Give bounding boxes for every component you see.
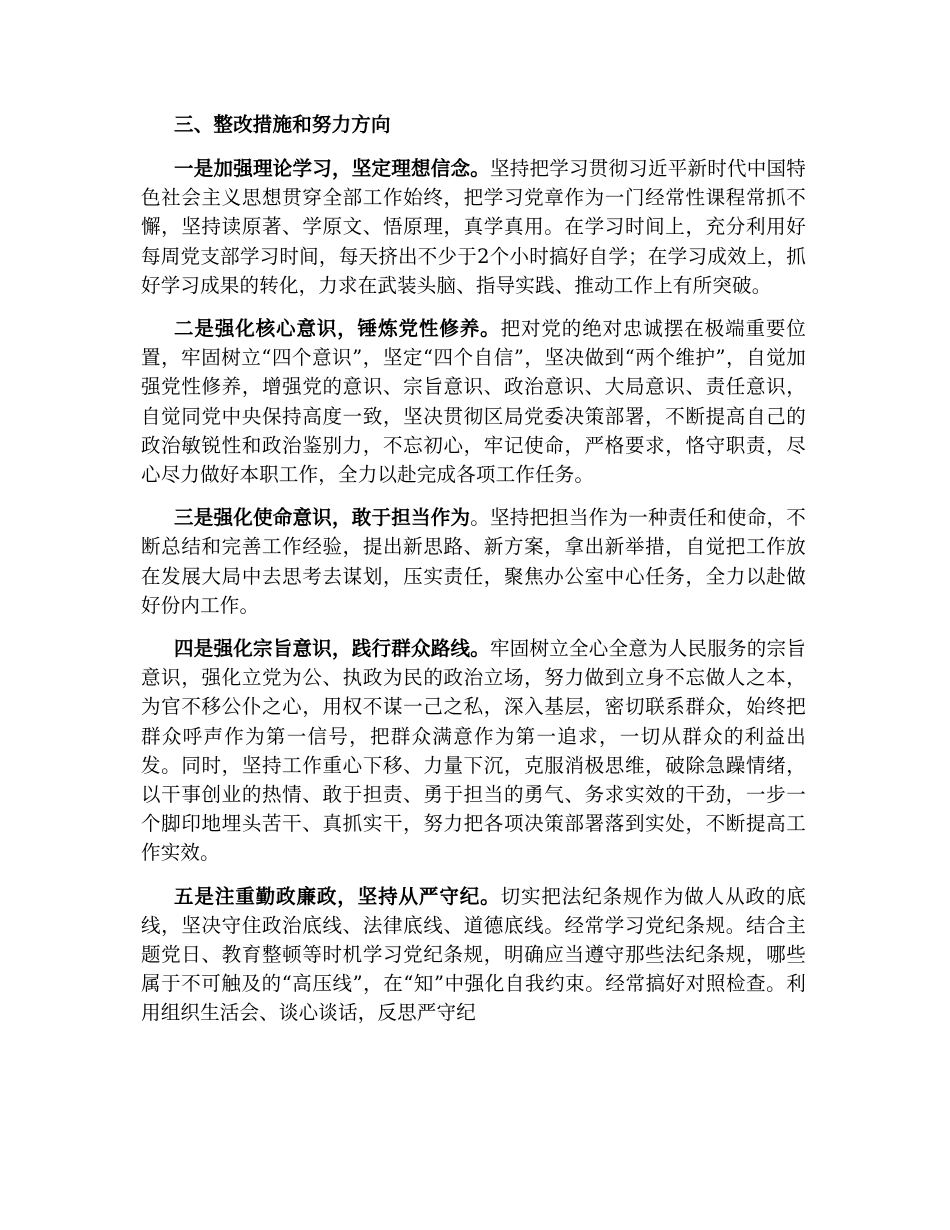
paragraph-purpose-awareness <box>141 634 806 868</box>
paragraph-lead: 五是注重勤政廉政，坚持从严守纪。 <box>174 884 501 908</box>
paragraph-lead: 三是强化使命意识，敢于担当作为 <box>174 506 471 530</box>
paragraph-body: 。坚持把担当作为一种责任和使命，不断总结和完善工作经验，提出新思路、新方案，拿出新举措，自觉把工作放在发展大局中去思考去谋划，压实责任，聚焦办公室中心任务，全力以赴做好份内工作。 <box>141 506 806 617</box>
section-heading: 三、整改措施和努力方向 <box>174 113 391 136</box>
paragraph-core-awareness <box>141 314 806 489</box>
paragraph-diligence-integrity <box>141 882 806 1028</box>
paragraph-body: 切实把法纪条规作为做人从政的底线，坚决守住政治底线、法律底线、道德底线。经常学习党纪条规。结合主题党日、教育整顿等时机学习党纪条规，明确应当遵守那些法纪条规，哪些属于不可触及的“高压线”，在“知”中强化自我约束。经常搞好对照检查。利用组织生活会、谈心谈话，反思严守纪 <box>141 884 806 1025</box>
document-page <box>141 110 806 1028</box>
paragraph-lead: 一是加强理论学习，坚定理想信念。 <box>174 157 491 180</box>
paragraph-mission-awareness <box>141 503 806 620</box>
paragraph-body: 牢固树立全心全意为人民服务的宗旨意识，强化立党为公、执政为民的政治立场，努力做到立身不忘做人之本，为官不移公仆之心，用权不谋一己之私，深入基层，密切联系群众，始终把群众呼声作为第一信号，把群众满意作为第一追求，一切从群众的利益出发。同时，坚持工作重心下移、力量下沉，克服消极思维，破除急躁情绪，以干事创业的热情、敢于担责、勇于担当的勇气、务求实效的干劲，一步一个脚印地埋头苦干、真抓实干，努力把各项决策部署落到实处，不断提高工作实效。 <box>141 637 807 865</box>
paragraph-body: 坚持把学习贯彻习近平新时代中国特色社会主义思想贯穿全部工作始终，把学习党章作为一门经常性课程常抓不懈，坚持读原著、学原文、悟原理，真学真用。在学习时间上，充分利用好每周党支部学习时间，每天挤出不少于2个小时搞好自学；在学习成效上，抓好学习成果的转化，力求在武装头脑、指导实践、推动工作上有所突破。 <box>141 157 807 297</box>
paragraph-body: 把对党的绝对忠诚摆在极端重要位置，牢固树立“四个意识”，坚定“四个自信”，坚决做到“两个维护”，自觉加强党性修养，增强党的意识、宗旨意识、政治意识、大局意识、责任意识，自觉同党中央保持高度一致，坚决贯彻区局党委决策部署，不断提高自己的政治敏锐性和政治鉴别力，不忘初心，牢记使命，严格要求，恪守职责，尽心尽力做好本职工作，全力以赴完成各项工作任务。 <box>141 317 806 487</box>
paragraph-lead: 四是强化宗旨意识，践行群众路线。 <box>174 637 491 661</box>
paragraph-theory-study <box>141 154 806 300</box>
paragraph-lead: 二是强化核心意识，锤炼党性修养。 <box>174 317 501 341</box>
